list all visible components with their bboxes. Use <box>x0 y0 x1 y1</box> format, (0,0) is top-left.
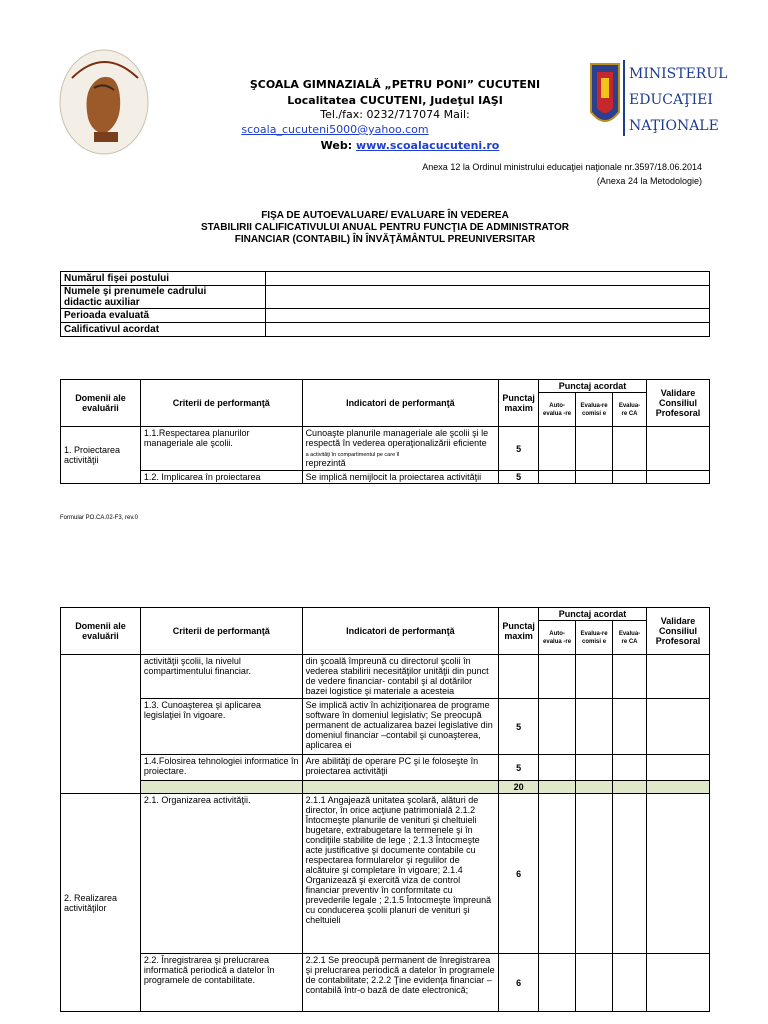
score-field[interactable] <box>646 794 709 954</box>
info-value-field[interactable] <box>266 323 710 337</box>
score-field[interactable] <box>576 794 613 954</box>
title-line1: FIŞA DE AUTOEVALUARE/ EVALUARE ÎN VEDEREA <box>261 210 509 221</box>
score-field[interactable] <box>613 699 647 755</box>
score-field[interactable] <box>539 699 576 755</box>
col-ca: Evalua-re CA <box>613 393 647 427</box>
annex-line1: Anexa 12 la Ordinul ministrului educaţiei naţionale nr.3597/18.06.2014 <box>422 162 702 172</box>
form-code: Formular PO.CA.02-F3, rev.0 <box>60 515 138 521</box>
max-points <box>499 655 539 699</box>
max-points: 5 <box>499 755 539 781</box>
col-criteria: Criterii de performanţă <box>140 380 302 427</box>
evaluation-table-1 <box>60 379 710 484</box>
col-awarded: Punctaj acordat <box>539 608 647 621</box>
title-line3: FINANCIAR (CONTABIL) ÎN ÎNVĂŢĂMÂNTUL PREUNIVERSITAR <box>234 234 536 245</box>
max-points: 5 <box>499 699 539 755</box>
score-field[interactable] <box>576 954 613 1012</box>
col-ca: Evalua-re CA <box>613 621 647 655</box>
indicator-cell: Se implică activ în achiziţionarea de programe software în domeniul legislativ; Se preocupă permanent de actualizarea bazei legislative din domeniul financiar –contabil şi cunoaşterea, aplicarea ei <box>302 699 499 755</box>
email-wrap <box>150 123 520 137</box>
indicator-cell: din şcoală împreună cu directorul şcolii în vederea stabilirii necesităţilor unităţii din punct de vedere financiar- contabil şi al dotărilor bazei logistice şi materiale a acesteia <box>302 655 499 699</box>
col-validation: Validare Consiliul Profesoral <box>646 380 709 427</box>
criteria-cell: 1.1.Respectarea planurilor manageriale ale şcolii. <box>140 427 302 471</box>
score-field[interactable] <box>539 427 576 471</box>
score-field[interactable] <box>576 471 613 484</box>
score-field[interactable] <box>576 755 613 781</box>
score-field[interactable] <box>646 655 709 699</box>
score-field[interactable] <box>576 655 613 699</box>
subtotal-cell <box>646 781 709 794</box>
score-field[interactable] <box>539 755 576 781</box>
info-value-field[interactable] <box>266 309 710 323</box>
subtotal-cell <box>613 781 647 794</box>
evaluation-table-2 <box>60 607 710 1012</box>
subtotal-cell <box>302 781 499 794</box>
score-field[interactable] <box>646 755 709 781</box>
ministry-name-line2: EDUCAŢIEI <box>629 92 713 108</box>
score-field[interactable] <box>613 427 647 471</box>
col-auto: Auto-evalua -re <box>539 393 576 427</box>
annex-line2: (Anexa 24 la Metodologie) <box>596 176 702 186</box>
col-commission: Evalua-re comisi e <box>576 393 613 427</box>
subtotal-points: 20 <box>499 781 539 794</box>
score-field[interactable] <box>539 471 576 484</box>
col-validation: Validare Consiliul Profesoral <box>646 608 709 655</box>
indicator-cell: Se implică nemijlocit la proiectarea activităţii <box>302 471 499 484</box>
ministry-name-line3: NAŢIONALE <box>629 118 719 134</box>
max-points: 6 <box>499 954 539 1012</box>
indicator-cell: 2.1.1 Angajează unitatea şcolară, alături de director, în orice acţiune patrimonială 2.1.2 Întocmeşte planurile de venituri şi cheltuieli bugetare, extrabugetare la termenele şi în condiţiile stabilite de lege ; 2.1.3 Întocmeşte acte justificative şi documente contabile cu respectarea formularelor şi regulilor de alcătuire şi completare în vigoare; 2.1.4 Organizează şi exercită viza de control financiar preventiv în conformitate cu prevederile legale ; 2.1.5 Întocmeşte împreună cu conducerea şcolii planuri de venituri şi cheltuieli <box>302 794 499 954</box>
criteria-cell: 1.2. Implicarea în proiectarea <box>140 471 302 484</box>
score-field[interactable] <box>646 471 709 484</box>
score-field[interactable] <box>646 699 709 755</box>
title-line2: STABILIRII CALIFICATIVULUI ANUAL PENTRU FUNCŢIA DE ADMINISTRATOR <box>201 222 569 233</box>
score-field[interactable] <box>646 954 709 1012</box>
info-label: Calificativul acordat <box>61 323 266 337</box>
school-name: ŞCOALA GIMNAZIALĂ „PETRU PONI” CUCUTENI <box>249 78 541 91</box>
domain-cell <box>61 655 141 794</box>
score-field[interactable] <box>539 954 576 1012</box>
max-points: 5 <box>499 427 539 471</box>
score-field[interactable] <box>613 954 647 1012</box>
max-points: 6 <box>499 794 539 954</box>
score-field[interactable] <box>646 427 709 471</box>
web-label: Web: <box>320 139 353 152</box>
info-value-field[interactable] <box>266 272 710 286</box>
info-label: Perioada evaluată <box>61 309 266 323</box>
col-criteria: Criterii de performanţă <box>140 608 302 655</box>
domain-cell: 2. Realizarea activităţilor <box>61 794 141 1012</box>
indicator-cell: Cunoaşte planurile manageriale ale şcolii şi le respectă în vederea operaţionalizării eficiente a activităţi în compartimentul pe care îl reprezintă <box>302 427 499 471</box>
indicator-cell: Are abilităţi de operare PC şi le foloseşte în proiectarea activităţii <box>302 755 499 781</box>
subtotal-cell <box>576 781 613 794</box>
ministry-name-line1: MINISTERUL <box>629 66 728 82</box>
score-field[interactable] <box>539 655 576 699</box>
subtotal-cell <box>140 781 302 794</box>
subtotal-cell <box>539 781 576 794</box>
col-commission: Evalua-re comisi e <box>576 621 613 655</box>
criteria-cell: activităţii şcolii, la nivelul compartimentului financiar. <box>140 655 302 699</box>
col-indicators: Indicatori de performanţă <box>302 380 499 427</box>
score-field[interactable] <box>539 794 576 954</box>
col-auto: Auto-evalua -re <box>539 621 576 655</box>
info-label: Numele şi prenumele cadrului didactic auxiliar <box>61 286 266 309</box>
score-field[interactable] <box>613 655 647 699</box>
max-points: 5 <box>499 471 539 484</box>
criteria-cell: 2.2. Înregistrarea şi prelucrarea informatică periodică a datelor în programele de contabilitate. <box>140 954 302 1012</box>
score-field[interactable] <box>613 755 647 781</box>
locality: Localitatea CUCUTENI, Judeţul IAŞI <box>287 94 503 107</box>
info-label: Numărul fişei postului <box>61 272 266 286</box>
score-field[interactable] <box>576 427 613 471</box>
col-max: Punctaj maxim <box>499 380 539 427</box>
col-domains: Domenii ale evaluării <box>61 380 141 427</box>
criteria-cell: 1.3. Cunoaşterea şi aplicarea legislaţiei în vigoare. <box>140 699 302 755</box>
col-awarded: Punctaj acordat <box>539 380 647 393</box>
email-link[interactable]: scoala_cucuteni5000@yahoo.com <box>241 123 429 136</box>
info-value-field[interactable] <box>266 286 710 309</box>
school-logo <box>58 48 150 156</box>
phone: Tel./fax: 0232/717074 Mail: <box>320 108 470 121</box>
col-max: Punctaj maxim <box>499 608 539 655</box>
score-field[interactable] <box>613 794 647 954</box>
score-field[interactable] <box>613 471 647 484</box>
indicator-cell: 2.2.1 Se preocupă permanent de înregistrarea şi prelucrarea periodică a datelor în programele de contabilitate; 2.2.2 Ţine evidenţa financiar –contabilă într-o bază de date electronică; <box>302 954 499 1012</box>
web-link[interactable]: www.scoalacucuteni.ro <box>355 139 500 152</box>
col-indicators: Indicatori de performanţă <box>302 608 499 655</box>
criteria-cell: 1.4.Folosirea tehnologiei informatice în proiectare. <box>140 755 302 781</box>
score-field[interactable] <box>576 699 613 755</box>
col-domains: Domenii ale evaluării <box>61 608 141 655</box>
info-table <box>60 271 710 337</box>
domain-cell: 1. Proiectarea activităţii <box>61 427 141 484</box>
web-wrap <box>200 139 620 153</box>
criteria-cell: 2.1. Organizarea activităţii. <box>140 794 302 954</box>
